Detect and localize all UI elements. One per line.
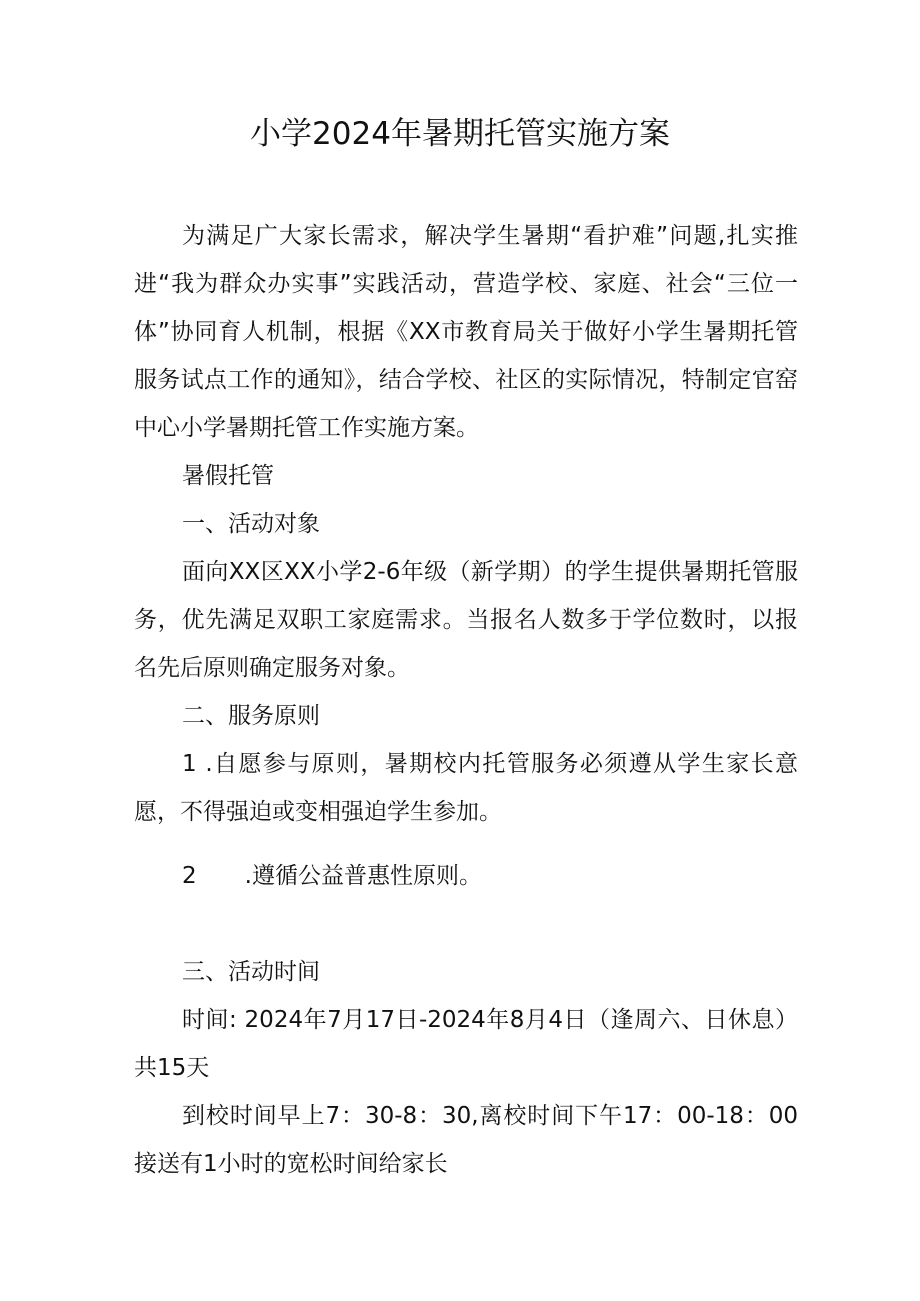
section-3-heading: 三、活动时间 — [182, 959, 320, 985]
section-1-body: 面向XX区XX小学2-6年级（新学期）的学生提供暑期托管服务，优先满足双职工家庭需求。当报名人数多于学位数时，以报名先后原则确定服务对象。 — [134, 559, 798, 681]
document-title: 小学2024年暑期托管实施方案 — [250, 116, 670, 152]
document-body — [134, 212, 798, 1188]
section-1-heading: 一、活动对象 — [182, 511, 320, 537]
section-2-item-2-text: .遵循公益普惠性原则。 — [244, 863, 482, 889]
subheading-summer-care: 暑假托管 — [182, 463, 274, 489]
section-2-item-2-number: 2 — [182, 863, 197, 889]
section-3-schedule: 到校时间早上7：30-8：30,离校时间下午17：00-18：00接送有1小时的宽松时间给家长 — [134, 1103, 798, 1177]
intro-paragraph: 为满足广大家长需求，解决学生暑期“看护难”问题,扎实推进“我为群众办实事”实践活动，营造学校、家庭、社会“三位一体”协同育人机制，根据《XX市教育局关于做好小学生暑期托管服务试点工作的通知》，结合学校、社区的实际情况，特制定官窑中心小学暑期托管工作实施方案。 — [134, 223, 798, 441]
section-2-item-1: 1 .自愿参与原则，暑期校内托管服务必须遵从学生家长意愿，不得强迫或变相强迫学生参加。 — [134, 751, 798, 825]
section-2-heading: 二、服务原则 — [182, 703, 320, 729]
section-2-item-2 — [134, 852, 798, 900]
section-3-time: 时间: 2024年7月17日-2024年8月4日（逢周六、日休息）共15天 — [134, 1007, 798, 1081]
